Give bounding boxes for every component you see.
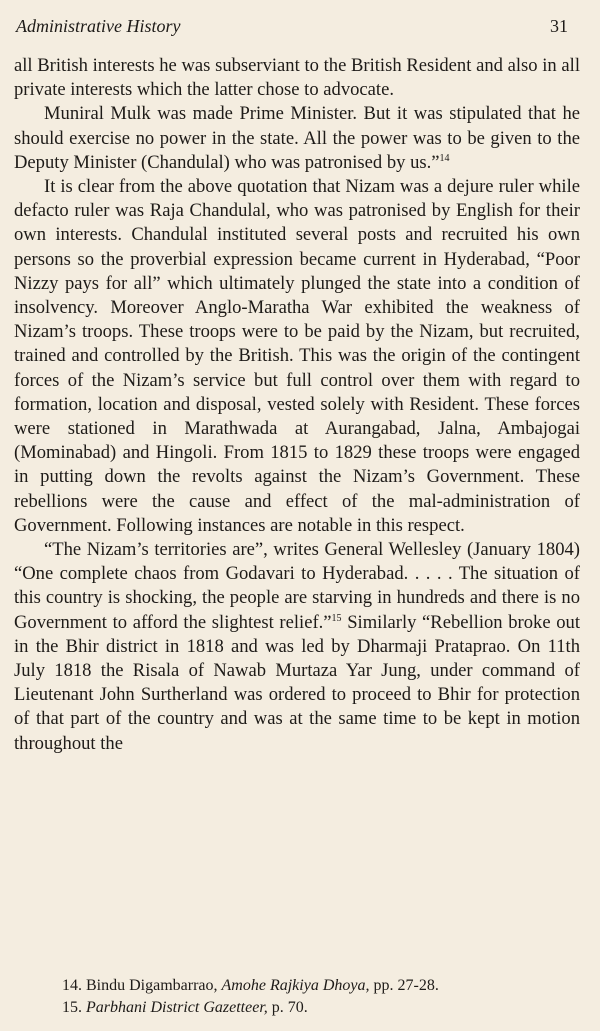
- footnote-author: Bindu Digambarrao,: [86, 977, 218, 994]
- footnote-ref-15: 15: [331, 612, 342, 624]
- paragraph-1-text: all British interests he was subserviant to the British Resident and also in all private interests which the latter chose to advocate.: [14, 55, 580, 101]
- running-header: [14, 16, 586, 48]
- footnote-number: 15.: [62, 999, 82, 1016]
- footnote-work: Parbhani District Gazetteer,: [86, 999, 268, 1016]
- footnote-number: 14.: [62, 977, 82, 994]
- body-text: [14, 54, 586, 756]
- chapter-title: Administrative History: [16, 16, 181, 36]
- footnote-15: [62, 997, 439, 1019]
- paragraph-2-text: Muniral Mulk was made Prime Minister. But it was stipulated that he should exercise no power in the state. All the power was to be given to the Deputy Minister (Chandulal) who was patronised by us.”: [14, 103, 580, 173]
- page-number: 31: [550, 16, 568, 36]
- footnote-14: [62, 975, 439, 997]
- footnote-pages: p. 70.: [271, 999, 308, 1016]
- footnote-ref-14: 14: [439, 152, 450, 164]
- footnotes: [62, 975, 439, 1019]
- paragraph-1: [14, 54, 580, 102]
- paragraph-3-text: It is clear from the above quotation that Nizam was a dejure ruler while defacto ruler was Raja Chandulal, who was patronised by English for their own interests. Chandulal instituted several posts and recruited his own persons so the proverbial expression became current in Hyderabad, “Poor Nizzy pays for all” which ultimately plunged the state into a condition of insolvency. Moreover Anglo-Maratha War exhibited the weakness of Nizam’s troops. These troops were to be paid by the Nizam, but recruited, trained and controlled by the British. This was the origin of the contingent forces of the Nizam’s service but full control over them with regard to formation, location and disposal, vested solely with Resident. These forces were stationed in Marathwada at Aurangabad, Jalna, Ambajogai (Mominabad) and Hingoli. From 1815 to 1829 these troops were engaged in putting down the revolts against the Nizam’s Government. These rebellions were the cause and effect of the mal-administration of Government. Following instances are notable in this respect.: [14, 176, 580, 536]
- paragraph-4-text-a: “The Nizam’s territories are”, writes General Wellesley (January 1804) “One complete chaos from Godavari to Hyderabad. . . . . The situation of this country is shocking, the people are starving in hundreds and there is no Government to afford the slightest relief.”: [14, 539, 580, 633]
- paragraph-3: [14, 175, 580, 538]
- footnote-work: Amohe Rajkiya Dhoya,: [221, 977, 370, 994]
- paragraph-2: [14, 102, 580, 175]
- footnote-pages: pp. 27-28.: [373, 977, 439, 994]
- paragraph-4-text-b: Similarly “Rebellion broke out in the Bhir district in 1818 and was led by Dharmaji Prataprao. On 11th July 1818 the Risala of Nawab Murtaza Yar Jung, under command of Lieutenant John Surtherland was ordered to proceed to Bhir for protection of that part of the country and was at the same time to be kept in motion throughout the: [14, 611, 580, 754]
- paragraph-4: [14, 538, 580, 756]
